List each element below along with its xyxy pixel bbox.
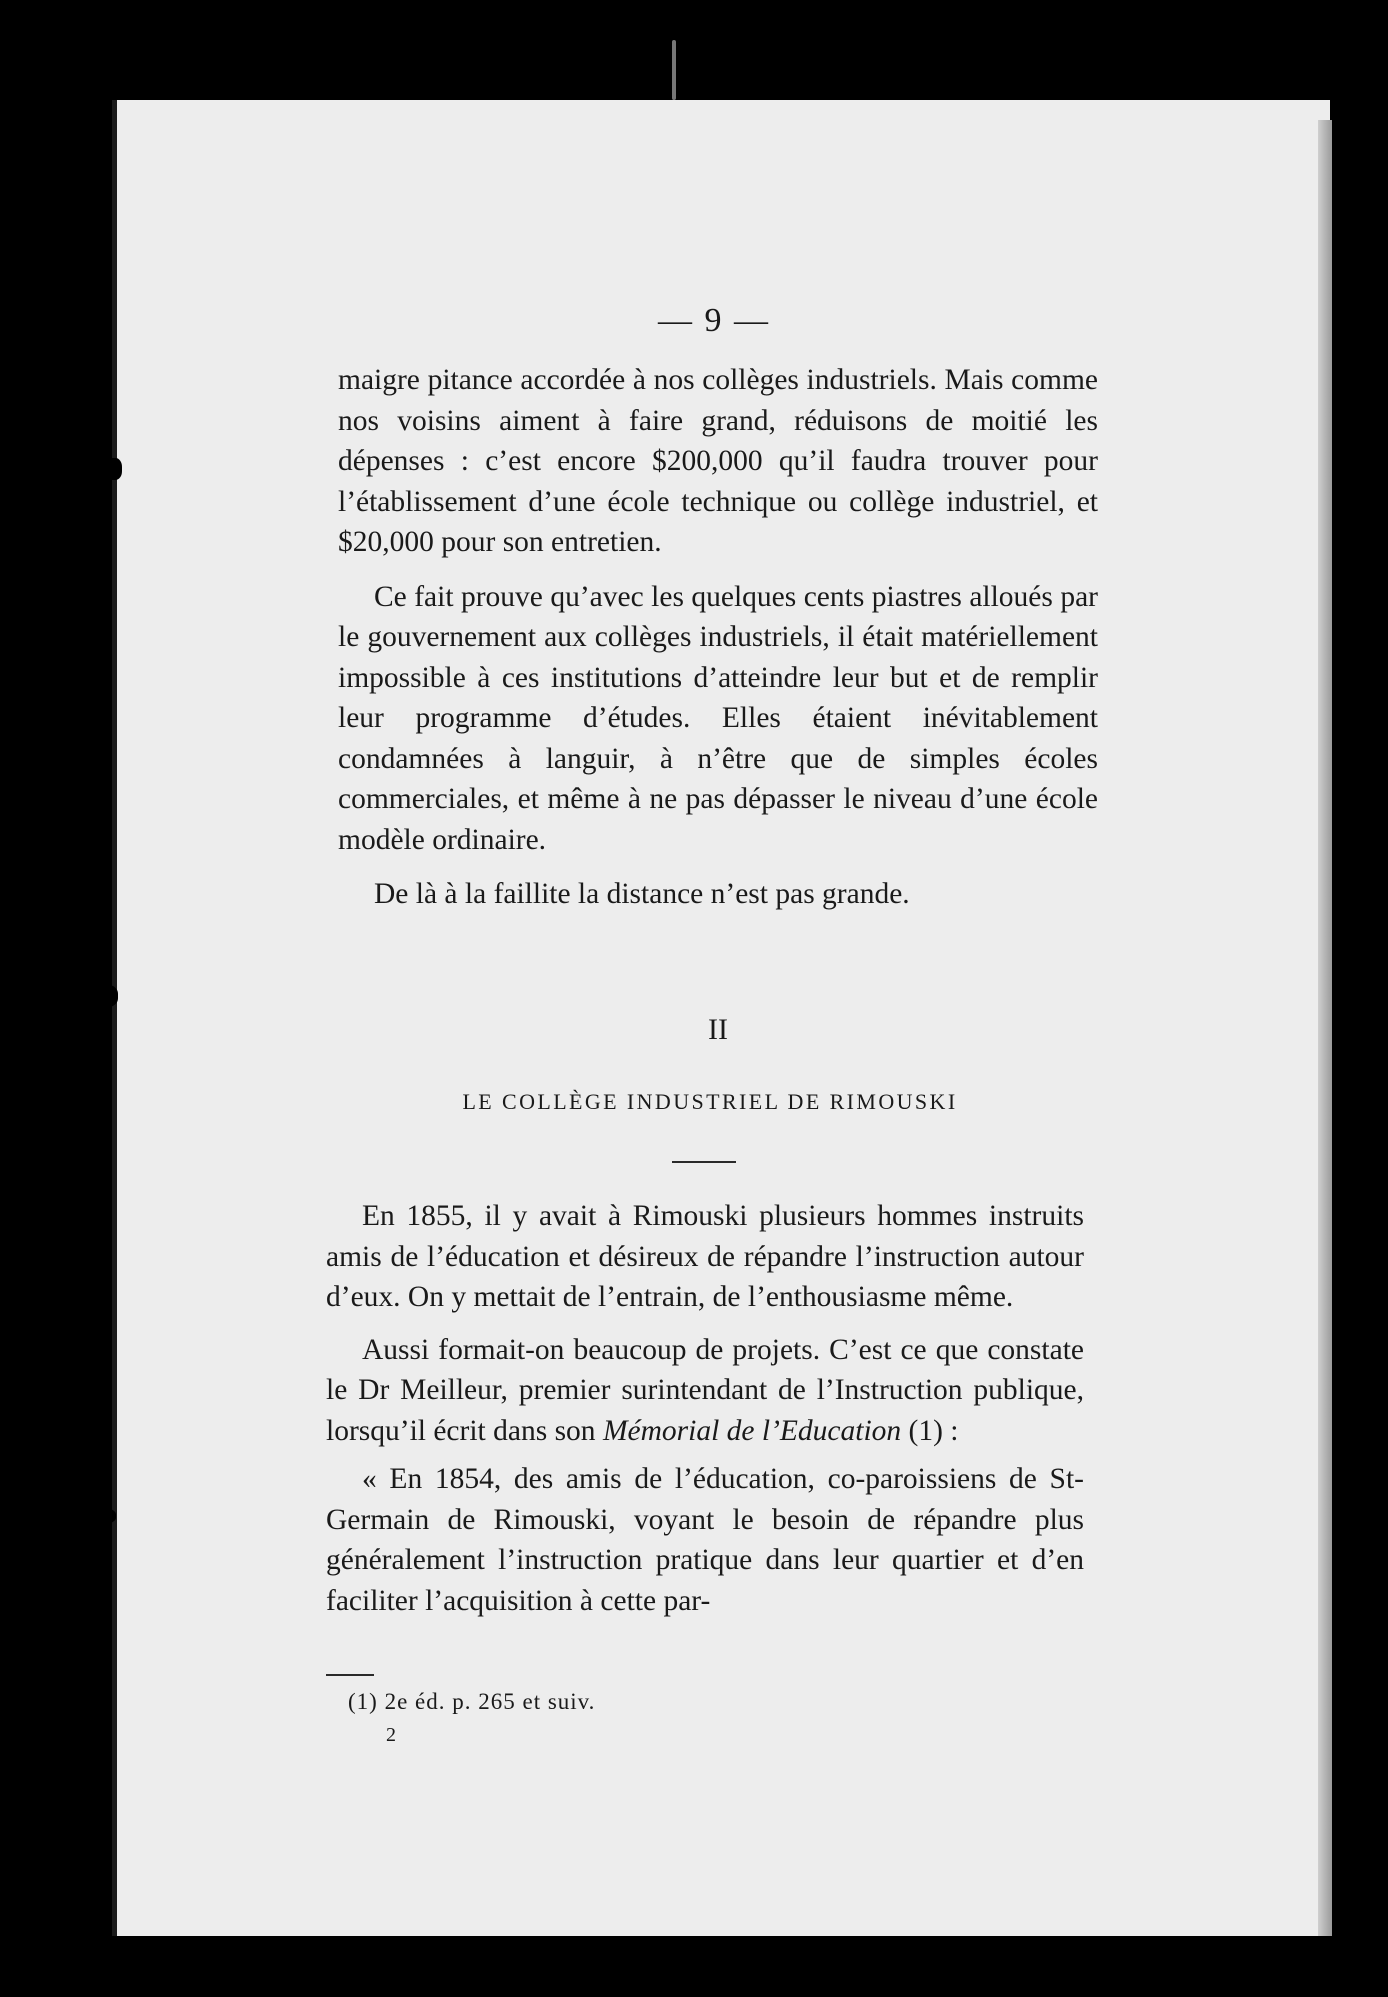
page-number: — 9 — xyxy=(658,302,770,339)
citation: « En 1854, des amis de l’éducation, co-paroissiens de St-Germain de Rimouski, voyant le besoin de répandre plus généralement l’instruction pratique dans leur quartier et d’en faciliter l’acquisition à cette par- xyxy=(326,1463,1084,1617)
footnote-rule xyxy=(326,1674,374,1676)
section-rule xyxy=(672,1161,736,1163)
section-title: LE COLLÈGE INDUSTRIEL DE RIMOUSKI xyxy=(462,1089,958,1114)
footnote: (1) 2e éd. p. 265 et suiv. xyxy=(348,1689,596,1714)
text-block-bottom xyxy=(326,1196,1084,1621)
binding-mark xyxy=(76,1750,110,1764)
paragraph xyxy=(326,1330,1084,1452)
quote-ref: (1) : xyxy=(901,1414,959,1447)
paragraph: Ce fait prouve qu’avec les quelques cents piastres alloués par le gouvernement aux collèges industriels, il était matériellement impossible à ces institutions d’atteindre leur but et de remplir leur programme d’études. Elles étaient inévitablement condamnées à languir, à n’être que de simples écoles commerciales, et même à ne pas dépasser le niveau d’une école modèle ordinaire. xyxy=(338,580,1098,856)
section-number: II xyxy=(708,1013,728,1046)
paragraph: En 1855, il y avait à Rimouski plusieurs hommes instruits amis de l’éducation et désireux de répandre l’instruction autour d’eux. On y mettait de l’entrain, de l’enthousiasme même. xyxy=(326,1200,1084,1313)
binding-mark xyxy=(94,985,118,1007)
paragraph: De là à la faillite la distance n’est pas grande. xyxy=(374,878,910,910)
text-block-top xyxy=(338,360,1098,915)
binding-mark xyxy=(672,40,676,100)
signature-mark: 2 xyxy=(386,1724,396,1746)
binding-mark xyxy=(86,1508,116,1524)
binding-mark xyxy=(106,458,122,480)
book-title: Mémorial de l’Education xyxy=(602,1414,902,1447)
paragraph: maigre pitance accordée à nos collèges industriels. Mais comme nos voisins aiment à faire grand, réduisons de moitié les dépenses : c’est encore $200,000 qu’il faudra trouver pour l’établissement d’une école technique ou collège industriel, et $20,000 pour son entretien. xyxy=(338,364,1098,558)
quote-intro: Aussi formait-on beaucoup de projets. C’est ce que constate le Dr Meilleur, premier surintendant de l’Instruction publique, lorsqu’il écrit dans son xyxy=(326,1333,1084,1447)
